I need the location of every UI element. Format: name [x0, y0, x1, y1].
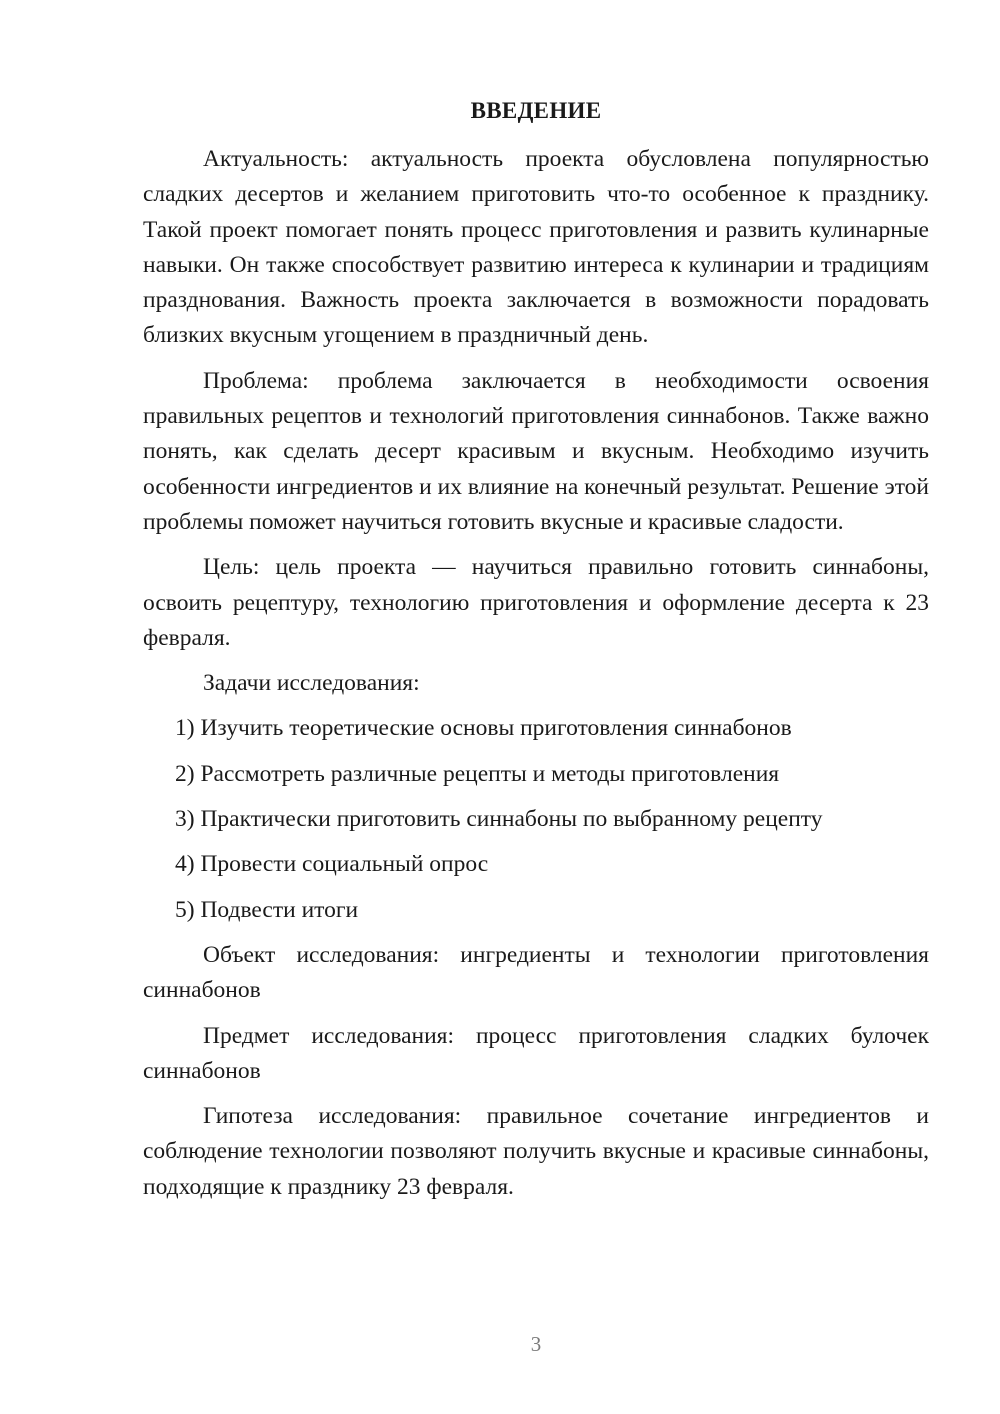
task-item: 4) Провести социальный опрос	[175, 851, 489, 878]
paragraph-goal: Цель: цель проекта — научиться правильно готовить синнабоны, освоить рецептуру, технологию приготовления и оформление десерта к 23 февраля.	[143, 554, 929, 651]
paragraph-relevance: Актуальность: актуальность проекта обусловлена популярностью сладких десертов и желанием приготовить что-то особенное к празднику. Такой проект помогает понять процесс приготовления и развить кулинарные навыки. Он также способствует развитию интереса к кулинарии и традициям празднования. Важность проекта заключается в возможности порадовать близких вкусным угощением в праздничный день.	[143, 146, 929, 349]
task-item: 5) Подвести итоги	[175, 896, 359, 923]
paragraph-hypothesis: Гипотеза исследования: правильное сочетание ингредиентов и соблюдение технологии позволяют получить вкусные и красивые синнабоны, подходящие к празднику 23 февраля.	[143, 1103, 929, 1200]
section-title: ВВЕДЕНИЕ	[470, 98, 602, 123]
task-item: 2) Рассмотреть различные рецепты и методы приготовления	[175, 760, 780, 787]
task-item: 3) Практически приготовить синнабоны по выбранному рецепту	[175, 806, 823, 833]
document-body	[143, 142, 929, 1215]
tasks-list	[143, 711, 929, 927]
task-item: 1) Изучить теоретические основы приготовления синнабонов	[175, 715, 792, 742]
paragraph-problem: Проблема: проблема заключается в необходимости освоения правильных рецептов и технологий приготовления синнабонов. Также важно понять, как сделать десерт красивым и вкусным. Необходимо изучить особенности ингредиентов и их влияние на конечный результат. Решение этой проблемы поможет научиться готовить вкусные и красивые сладости.	[143, 367, 929, 535]
tasks-heading: Задачи исследования:	[203, 670, 420, 697]
page-number: 3	[530, 1332, 542, 1356]
paragraph-object: Объект исследования: ингредиенты и технологии приготовления синнабонов	[143, 941, 929, 1004]
paragraph-subject: Предмет исследования: процесс приготовления сладких булочек синнабонов	[143, 1022, 929, 1084]
